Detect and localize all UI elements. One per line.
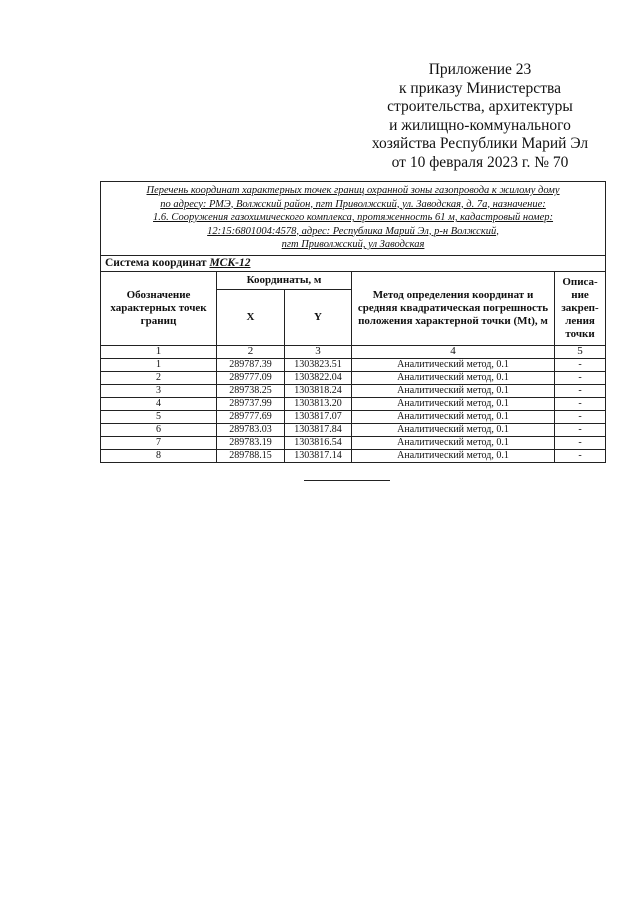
table-row <box>101 358 606 371</box>
coord-x: 289788.15 <box>217 449 285 462</box>
coordinate-system <box>101 255 606 271</box>
header-y: Y <box>285 289 352 345</box>
coordinates-table <box>100 181 606 463</box>
coordinate-system-value: МСК-12 <box>209 257 251 269</box>
method: Аналитический метод, 0.1 <box>352 358 555 371</box>
col-number: 1 <box>101 345 217 358</box>
point-number: 1 <box>101 358 217 371</box>
table-title-line: пгт Приволжский, ул Заводская <box>281 239 425 250</box>
header-line: и жилищно-коммунального <box>389 116 571 134</box>
coord-y: 1303816.54 <box>285 436 352 449</box>
method: Аналитический метод, 0.1 <box>352 371 555 384</box>
coord-x: 289787.39 <box>217 358 285 371</box>
fixation: - <box>555 423 606 436</box>
table-title <box>101 182 606 256</box>
table-row <box>101 371 606 384</box>
table-row <box>101 397 606 410</box>
header-line: хозяйства Республики Марий Эл <box>371 135 589 152</box>
header-line: от 10 февраля 2023 г. № 70 <box>391 153 569 171</box>
table-title-line: по адресу: РМЭ, Волжский район, пгт Приволжский, ул. Заводская, д. 7а, назначение: <box>160 198 546 210</box>
col-number: 5 <box>555 345 606 358</box>
table-title-line: 1.6. Сооружения газохимического комплекса, протяженность 61 м, кадастровый номер: <box>153 212 554 223</box>
table-row <box>101 436 606 449</box>
point-number: 8 <box>101 449 217 462</box>
point-number: 6 <box>101 423 217 436</box>
coord-y: 1303817.07 <box>285 410 352 423</box>
header-method: Метод определения координат и средняя квадратическая погрешность положения характерной точки (Mt), м <box>352 271 555 345</box>
coord-x: 289783.19 <box>217 436 285 449</box>
coord-y: 1303817.84 <box>285 423 352 436</box>
fixation: - <box>555 371 606 384</box>
header-desc: Описа-ние закреп-ления точки <box>555 271 606 345</box>
table-row <box>101 410 606 423</box>
header-line: строительства, архитектуры <box>387 98 573 115</box>
coord-y: 1303813.20 <box>285 397 352 410</box>
table-row <box>101 423 606 436</box>
coord-x: 289777.69 <box>217 410 285 423</box>
header-line: к приказу Министерства <box>399 79 561 97</box>
coord-y: 1303823.51 <box>285 358 352 371</box>
table-row <box>101 449 606 462</box>
method: Аналитический метод, 0.1 <box>352 384 555 397</box>
fixation: - <box>555 397 606 410</box>
coord-y: 1303822.04 <box>285 371 352 384</box>
header-coords: Координаты, м <box>217 271 352 289</box>
coord-x: 289737.99 <box>217 397 285 410</box>
end-divider <box>304 480 390 481</box>
table-title-line: Перечень координат характерных точек границ охранной зоны газопровода к жилому дому <box>146 185 560 196</box>
point-number: 5 <box>101 410 217 423</box>
point-number: 7 <box>101 436 217 449</box>
method: Аналитический метод, 0.1 <box>352 436 555 449</box>
header-point: Обозначение характерных точек границ <box>101 271 217 345</box>
coord-y: 1303818.24 <box>285 384 352 397</box>
method: Аналитический метод, 0.1 <box>352 449 555 462</box>
fixation: - <box>555 449 606 462</box>
method: Аналитический метод, 0.1 <box>352 423 555 436</box>
appendix-header <box>360 61 600 172</box>
method: Аналитический метод, 0.1 <box>352 410 555 423</box>
table-title-line: 12:15:6801004:4578, адрес: Республика Марий Эл, р-н Волжский, <box>207 225 499 237</box>
fixation: - <box>555 410 606 423</box>
point-number: 3 <box>101 384 217 397</box>
method: Аналитический метод, 0.1 <box>352 397 555 410</box>
coord-x: 289738.25 <box>217 384 285 397</box>
col-number: 3 <box>285 345 352 358</box>
fixation: - <box>555 384 606 397</box>
coord-x: 289777.09 <box>217 371 285 384</box>
coordinate-system-label: Система координат <box>105 257 207 269</box>
fixation: - <box>555 436 606 449</box>
header-x: X <box>217 289 285 345</box>
coord-x: 289783.03 <box>217 423 285 436</box>
point-number: 4 <box>101 397 217 410</box>
table-row <box>101 384 606 397</box>
point-number: 2 <box>101 371 217 384</box>
header-line: Приложение 23 <box>428 61 532 78</box>
coord-y: 1303817.14 <box>285 449 352 462</box>
col-number: 2 <box>217 345 285 358</box>
col-number: 4 <box>352 345 555 358</box>
fixation: - <box>555 358 606 371</box>
